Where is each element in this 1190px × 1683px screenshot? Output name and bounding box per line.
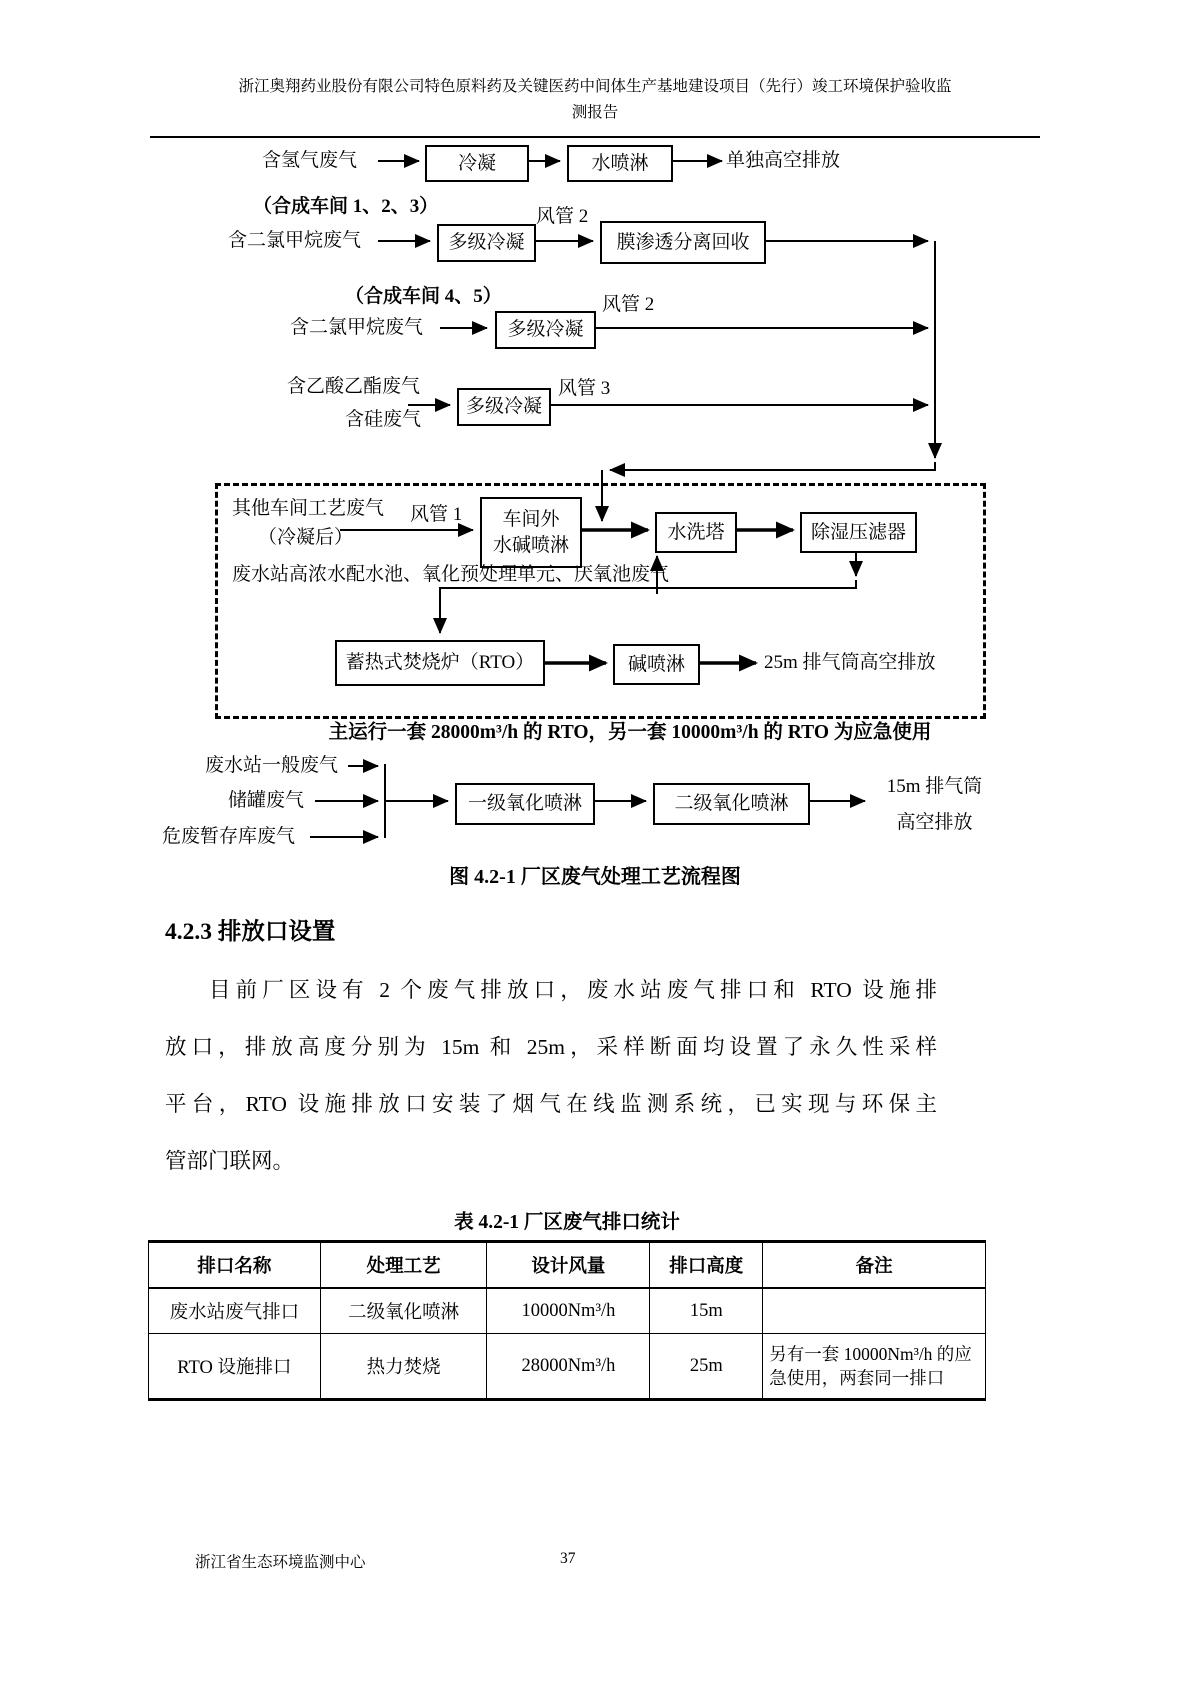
- rto-outlet-label: 25m 排气筒高空排放: [764, 652, 936, 673]
- cell-remark: 另有一套 10000Nm³/h 的应急使用，两套同一排口: [763, 1334, 986, 1400]
- alkali-water-spray-line2: 水碱喷淋: [492, 534, 569, 556]
- cell-process: 热力焚烧: [320, 1334, 487, 1400]
- stack-15m-outlet-line1: 15m 排气筒: [886, 776, 983, 797]
- workshop-123-label: （合成车间 1、2、3）: [253, 196, 439, 217]
- dcm123-source-label: 含二氯甲烷废气: [228, 230, 362, 251]
- cell-airflow: 10000Nm³/h: [487, 1288, 650, 1334]
- duct-2b-label: 风管 2: [602, 294, 655, 315]
- dehumidifier-filter-box: 除湿压滤器: [800, 512, 917, 553]
- other-workshop-source-label: 其他车间工艺废气: [232, 498, 385, 519]
- hydrogen-outlet-label: 单独高空排放: [726, 150, 841, 171]
- water-spray-box: 水喷淋: [567, 145, 673, 182]
- multi-condense-box-45: 多级冷凝: [495, 311, 596, 349]
- cell-height: 25m: [650, 1334, 763, 1400]
- duct-3-label: 风管 3: [558, 378, 611, 399]
- cell-process: 二级氧化喷淋: [320, 1288, 487, 1334]
- multi-condense-box-ea: 多级冷凝: [457, 388, 551, 426]
- washing-tower-box: 水洗塔: [655, 512, 737, 553]
- section-heading: 4.2.3 排放口设置: [165, 919, 336, 945]
- storage-tank-gas-label: 储罐废气: [228, 790, 305, 811]
- alkali-water-spray-line1: 车间外: [502, 508, 560, 530]
- secondary-oxidation-box: 二级氧化喷淋: [653, 783, 810, 825]
- multi-condense-box-123: 多级冷凝: [437, 224, 536, 262]
- condensed-note-label: （冷凝后）: [258, 527, 354, 548]
- header-line2: 测报告: [571, 104, 619, 121]
- col-header-height: 排口高度: [650, 1242, 763, 1289]
- dcm45-source-label: 含二氯甲烷废气: [290, 317, 424, 338]
- footer-page-number: 37: [560, 1550, 576, 1567]
- primary-oxidation-box: 一级氧化喷淋: [455, 783, 595, 825]
- col-header-remark: 备注: [763, 1242, 986, 1289]
- hydrogen-source-label: 含氢气废气: [262, 150, 358, 171]
- hazardous-storage-gas-label: 危废暂存库废气: [162, 826, 296, 847]
- paragraph-line: 平台，RTO 设施排放口安装了烟气在线监测系统，已实现与环保主: [165, 1092, 937, 1116]
- alkali-spray-box: 碱喷淋: [613, 644, 700, 685]
- paragraph-line: 放口，排放高度分别为 15m 和 25m，采样断面均设置了永久性采样: [165, 1035, 937, 1059]
- general-waste-gas-label: 废水站一般废气: [205, 755, 339, 776]
- paragraph-line: 目前厂区设有 2 个废气排放口，废水站废气排口和 RTO 设施排: [209, 978, 937, 1002]
- col-header-outlet-name: 排口名称: [149, 1242, 321, 1289]
- rto-capacity-note: 主运行一套 28000m³/h 的 RTO，另一套 10000m³/h 的 RTO 为应急使用: [328, 722, 932, 743]
- figure-caption: 图 4.2-1 厂区废气处理工艺流程图: [449, 866, 741, 888]
- stack-15m-outlet-line2: 高空排放: [896, 812, 973, 833]
- duct-1-label: 风管 1: [410, 504, 463, 525]
- stack-15m-outlet-label: [872, 769, 997, 841]
- table-caption: 表 4.2-1 厂区废气排口统计: [454, 1212, 680, 1233]
- col-header-airflow: 设计风量: [487, 1242, 650, 1289]
- cell-height: 15m: [650, 1288, 763, 1334]
- paragraph-line: 管部门联网。: [165, 1149, 295, 1173]
- col-header-process: 处理工艺: [320, 1242, 487, 1289]
- duct-2-label: 风管 2: [536, 206, 589, 227]
- cell-outlet-name: RTO 设施排口: [149, 1334, 321, 1400]
- header-line1: 浙江奥翔药业股份有限公司特色原料药及关键医药中间体生产基地建设项目（先行）竣工环境保护验收监: [238, 78, 952, 95]
- rto-incinerator-box: 蓄热式焚烧炉（RTO）: [335, 640, 545, 686]
- wastewater-station-source-label: 废水站高浓水配水池、氧化预处理单元、厌氧池废气: [232, 564, 670, 585]
- cell-outlet-name: 废水站废气排口: [149, 1288, 321, 1334]
- footer-organization: 浙江省生态环境监测中心: [195, 1554, 366, 1571]
- condense-box: 冷凝: [425, 145, 529, 182]
- ethyl-acetate-source-label: 含乙酸乙酯废气: [287, 376, 421, 397]
- cell-airflow: 28000Nm³/h: [487, 1334, 650, 1400]
- workshop-45-label: （合成车间 4、5）: [345, 286, 502, 307]
- alkali-water-spray-box: [480, 497, 582, 568]
- silicon-source-label: 含硅废气: [345, 409, 422, 430]
- membrane-recovery-box: 膜渗透分离回收: [600, 221, 766, 264]
